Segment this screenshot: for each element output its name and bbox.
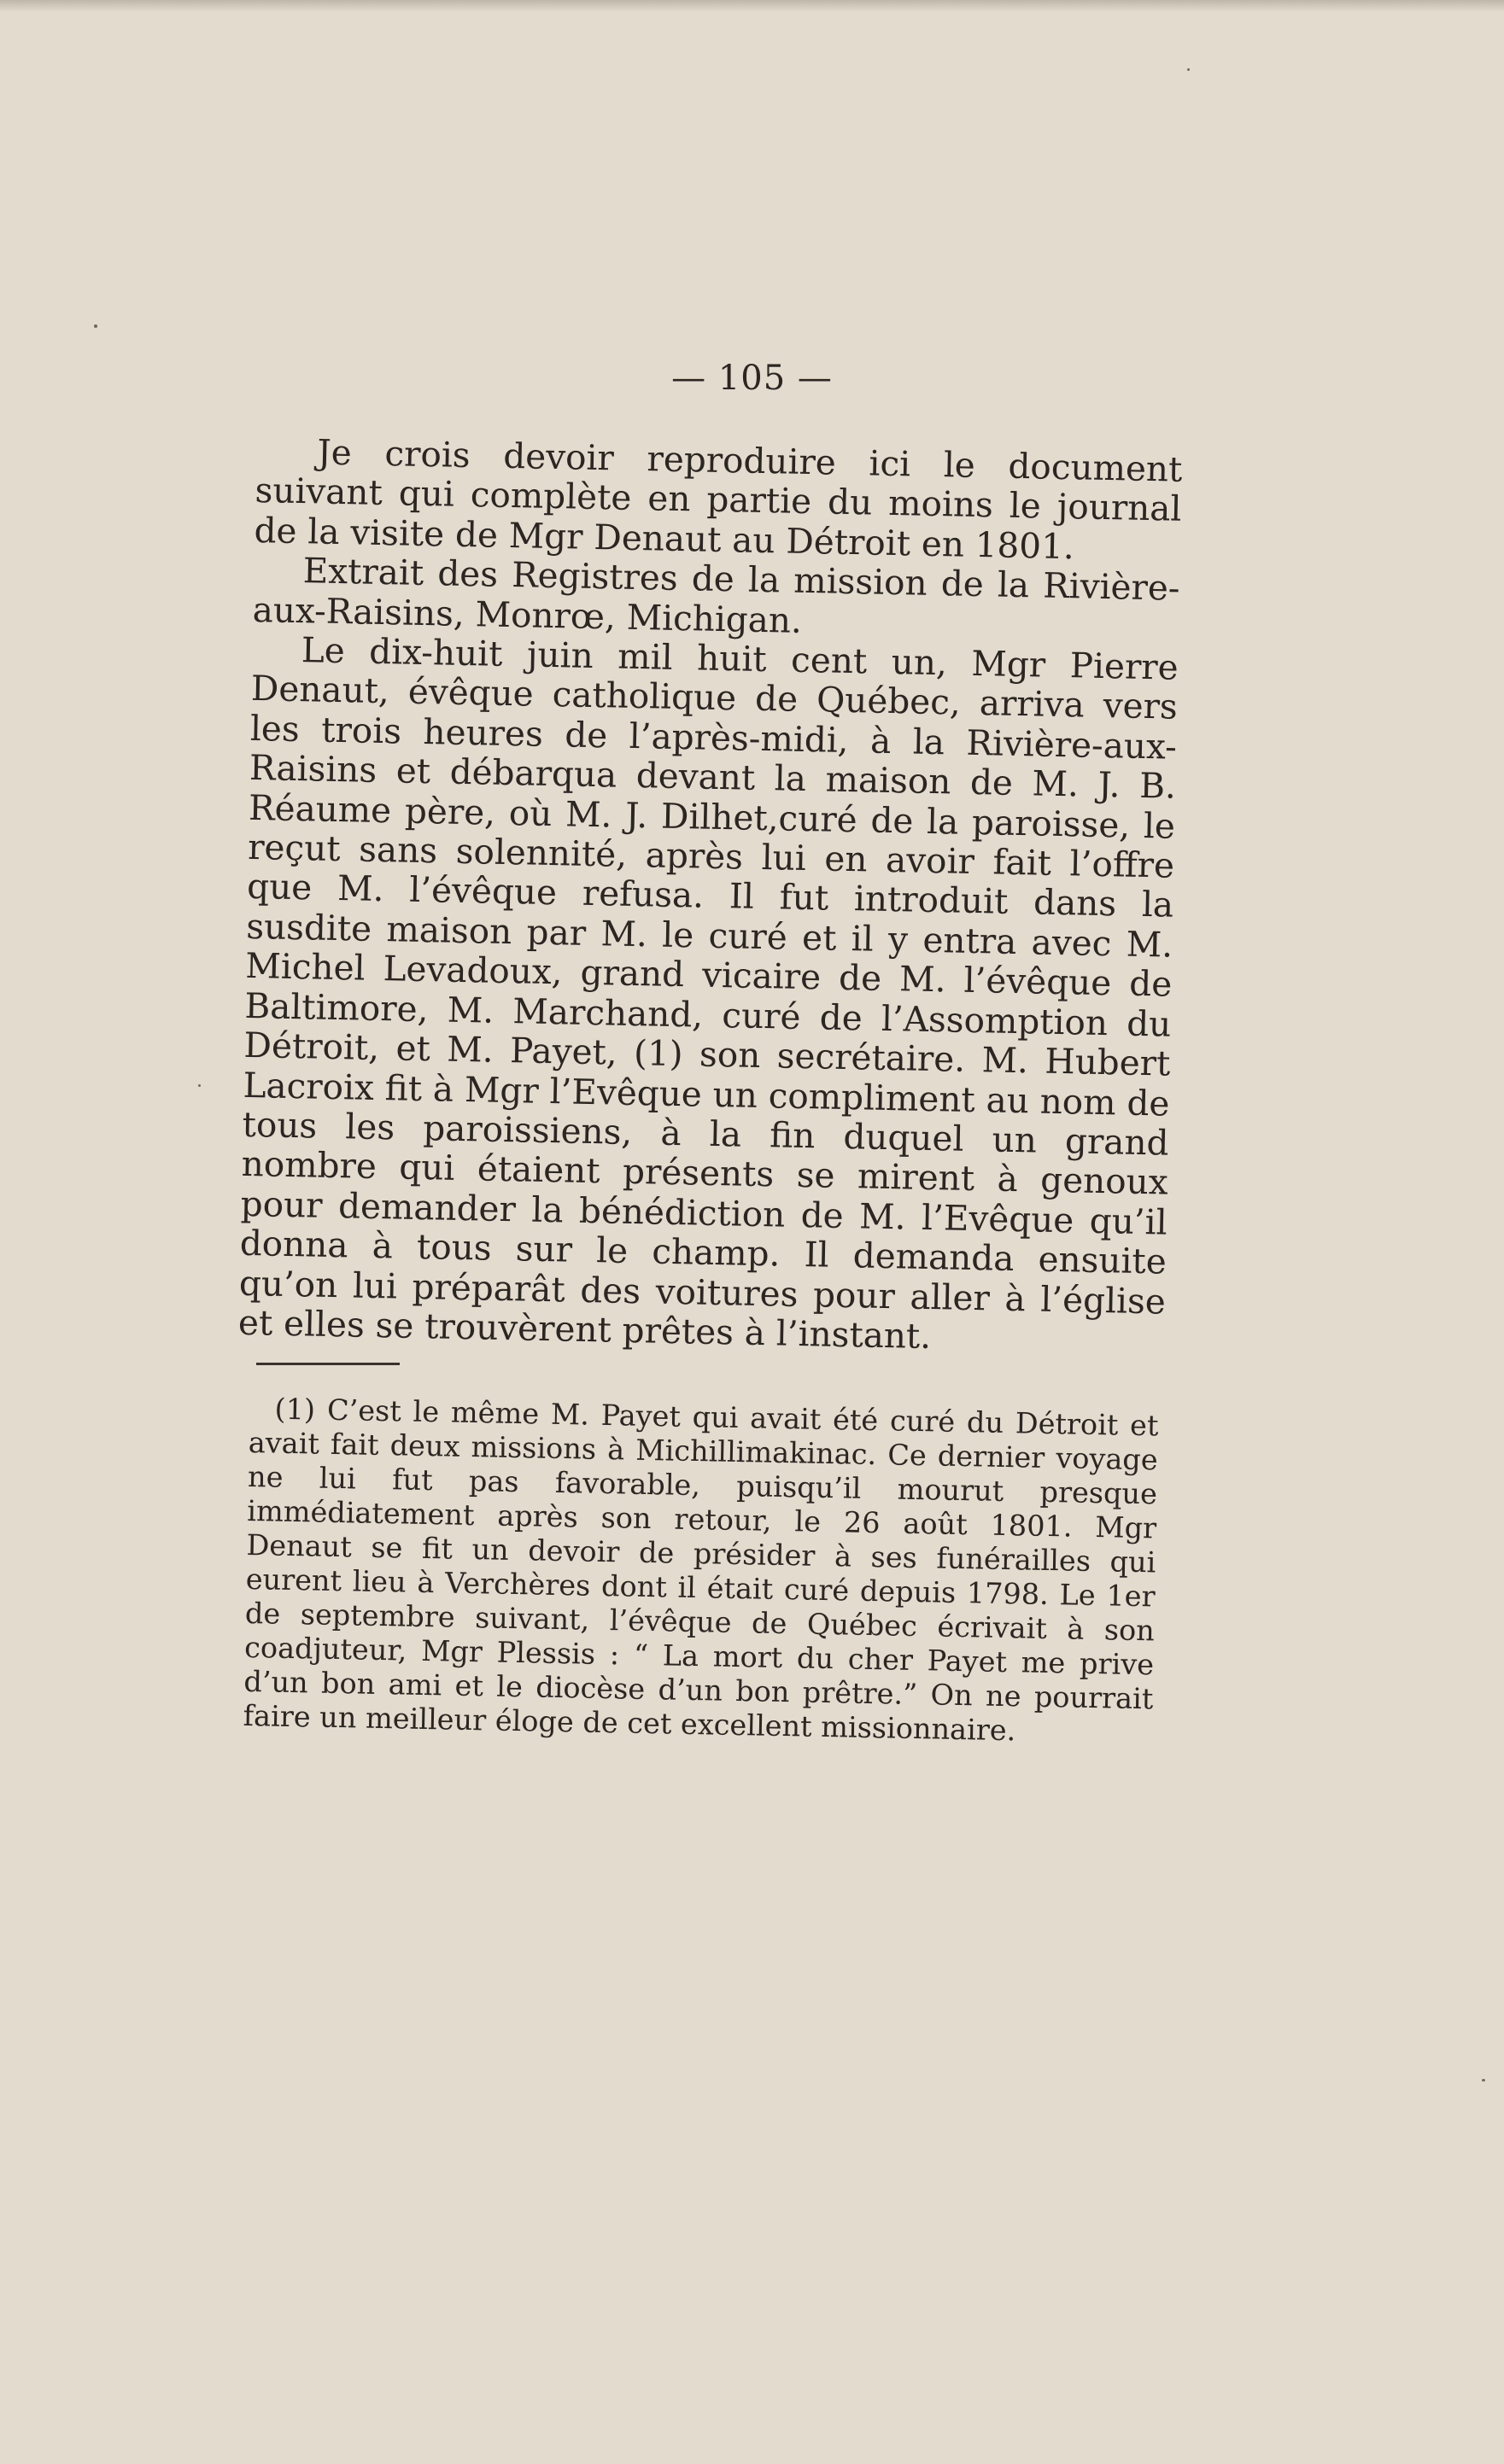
footnote xyxy=(243,1392,1158,1750)
body-text xyxy=(238,431,1183,1361)
paragraph-extract-heading: Extrait des Registres de la mission de la Rivière-aux-Raisins, Monrœ, Michigan. xyxy=(252,550,1181,641)
paper-speck xyxy=(1482,2079,1485,2082)
page-top-edge xyxy=(0,0,1504,12)
footnote-marker: (1) xyxy=(274,1392,316,1427)
paper-speck xyxy=(1187,68,1190,71)
paper-speck xyxy=(198,1084,201,1087)
footnote-text: C’est le même M. Payet qui avait été curé du Détroit et avait fait deux missions à Michillimakinac. Ce dernier voyage ne lui fut pas favorable, puisqu’il mourut presque immédiatement après son retour, le 26 août 1801. Mgr Denaut se fit un devoir de présider à ses funérailles qui eurent lieu à Verchères dont il était curé depuis 1798. Le 1er de septembre suivant, l’évêque de Québec écrivait à son coadjuteur, Mgr Plessis : “ La mort du cher Payet me prive d’un bon ami et le diocèse d’un bon prêtre.” On ne pourrait faire un meilleur éloge de cet excellent missionnaire. xyxy=(243,1393,1159,1748)
footnote-paragraph xyxy=(243,1392,1158,1750)
paper-speck xyxy=(94,324,97,328)
footnote-divider xyxy=(256,1363,400,1365)
page-number: — 105 — xyxy=(671,359,833,398)
paragraph-intro: Je crois devoir reproduire ici le document suivant qui complète en partie du moins le journal de la visite de Mgr Denaut au Détroit en 1801. xyxy=(254,431,1183,568)
paragraph-record: Le dix-huit juin mil huit cent un, Mgr Pierre Denaut, évêque catholique de Québec, arriva vers les trois heures de l’après-midi, à la Rivière-aux-Raisins et débarqua devant la maison de M. J. B. Réaume père, où M. J. Dilhet,curé de la paroisse, le reçut sans solennité, après lui en avoir fait l’offre que M. l’évêque refusa. Il fut introduit dans la susdite maison par M. le curé et il y entra avec M. Michel Levadoux, grand vicaire de M. l’évêque de Baltimore, M. Marchand, curé de l’Assomption du Détroit, et M. Payet, (1) son secrétaire. M. Hubert Lacroix fit à Mgr l’Evêque un compliment au nom de tous les paroissiens, à la fin duquel un grand nombre qui étaient présents se mirent à genoux pour demander la bénédiction de M. l’Evêque qu’il donna à tous sur le champ. Il demanda ensuite qu’on lui préparât des voitures pour aller à l’église et elles se trouvèrent prêtes à l’instant. xyxy=(237,629,1179,1358)
